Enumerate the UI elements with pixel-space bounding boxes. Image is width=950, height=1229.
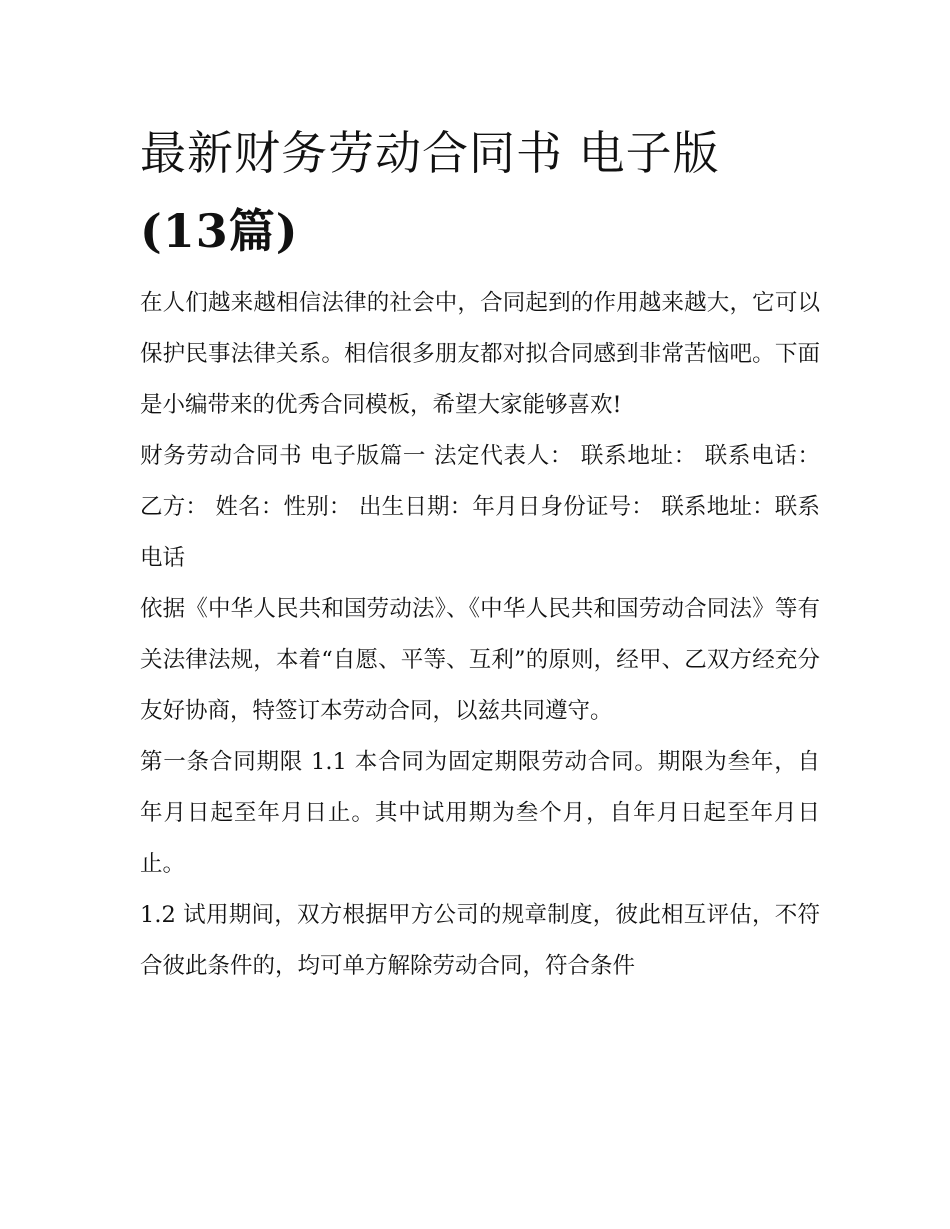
contract-term-paragraph: 第一条合同期限 1.1 本合同为固定期限劳动合同。期限为叁年，自年月日起至年月日止。其中试用期为叁个月，自年月日起至年月日止。: [140, 749, 820, 877]
document-title: [140, 114, 820, 270]
legal-basis-paragraph: 依据《中华人民共和国劳动法》、《中华人民共和国劳动合同法》等有关法律法规，本着“自愿、平等、互利”的原则，经甲、乙双方经充分友好协商，特签订本劳动合同，以兹共同遵守。: [140, 596, 820, 724]
title-line-2: (13篇): [140, 204, 299, 258]
document-content: [140, 114, 820, 992]
party-info-paragraph: 财务劳动合同书 电子版篇一 法定代表人： 联系地址： 联系电话： 乙方： 姓名：性别： 出生日期：年月日身份证号： 联系地址：联系电话: [140, 443, 820, 571]
title-line-1: 最新财务劳动合同书 电子版: [140, 126, 720, 180]
intro-paragraph: 在人们越来越相信法律的社会中，合同起到的作用越来越大，它可以保护民事法律关系。相信很多朋友都对拟合同感到非常苦恼吧。下面是小编带来的优秀合同模板，希望大家能够喜欢!: [140, 290, 820, 418]
probation-paragraph: 1.2 试用期间，双方根据甲方公司的规章制度，彼此相互评估，不符合彼此条件的，均可单方解除劳动合同，符合条件: [140, 902, 820, 979]
